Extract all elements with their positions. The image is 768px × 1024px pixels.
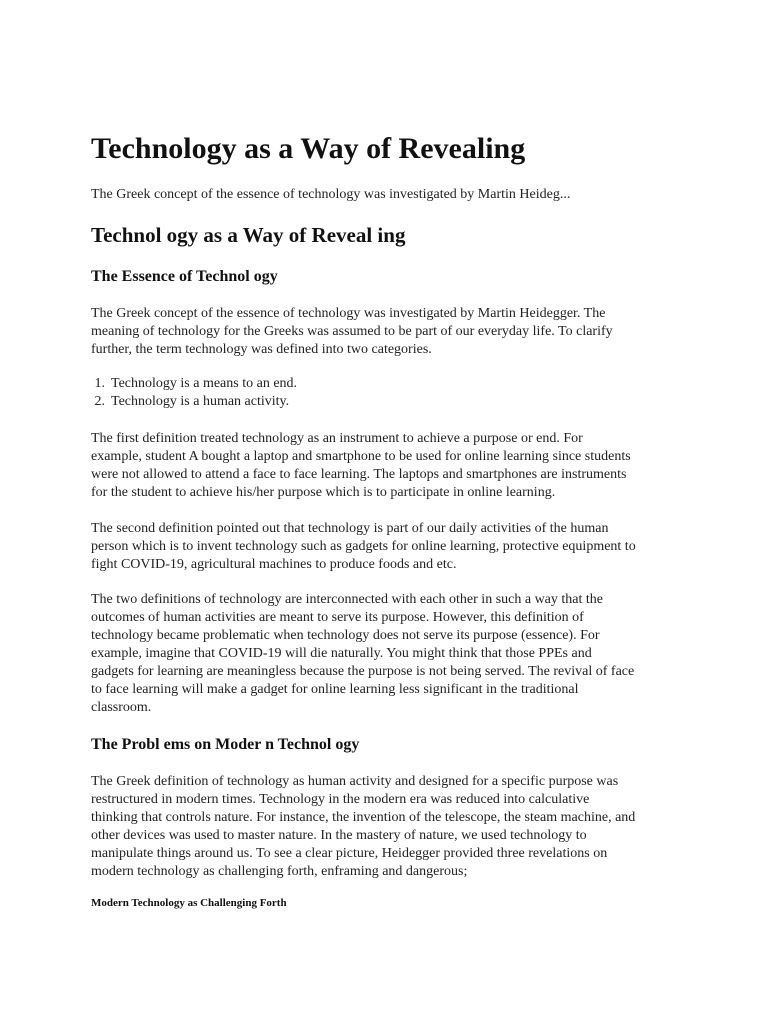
paragraph-line: for the student to achieve his/her purpose which is to participate in online learning. (91, 485, 556, 500)
list-item-number: 2. (94, 394, 105, 409)
document-title: Technology as a Way of Revealing (91, 132, 526, 165)
paragraph (91, 305, 683, 359)
paragraph-line: manipulate things around us. To see a clear picture, Heidegger provided three revelations on (91, 846, 608, 861)
paragraph-line: The Greek definition of technology as human activity and designed for a specific purpose was (91, 774, 619, 789)
paragraph-line: to face learning will make a gadget for online learning less significant in the traditional (91, 682, 579, 697)
paragraph-line: fight COVID-19, agricultural machines to produce foods and etc. (91, 557, 457, 572)
paragraph-line: technology became problematic when technology does not serve its purpose (essence). For (91, 628, 600, 643)
definition-list (91, 375, 297, 411)
paragraph-line: example, student A bought a laptop and smartphone to be used for online learning since students (91, 449, 631, 464)
paragraph (91, 591, 683, 717)
list-item-text: Technology is a human activity. (111, 394, 290, 409)
paragraph (91, 773, 683, 881)
list-item-text: Technology is a means to an end. (111, 376, 298, 391)
list-item (61, 393, 297, 411)
paragraph-line: The two definitions of technology are interconnected with each other in such a way that the (91, 592, 603, 607)
paragraph-line: classroom. (91, 700, 152, 715)
paragraph-line: The Greek concept of the essence of technology was investigated by Martin Heidegger. The (91, 306, 606, 321)
list-item (61, 375, 297, 393)
paragraph-line: meaning of technology for the Greeks was assumed to be part of our everyday life. To clarify (91, 324, 613, 339)
paragraph-line: outcomes of human activities are meant to serve its purpose. However, this definition of (91, 610, 584, 625)
paragraph-line: were not allowed to attend a face to face learning. The laptops and smartphones are instruments (91, 467, 627, 482)
paragraph-line: The second definition pointed out that technology is part of our daily activities of the human (91, 521, 609, 536)
paragraph-line: restructured in modern times. Technology in the modern era was reduced into calculative (91, 792, 590, 807)
minor-heading: Modern Technology as Challenging Forth (91, 897, 287, 909)
paragraph-line: modern technology as challenging forth, enframing and dangerous; (91, 864, 468, 879)
paragraph-line: The first definition treated technology as an instrument to achieve a purpose or end. For (91, 431, 583, 446)
document-excerpt: The Greek concept of the essence of technology was investigated by Martin Heideg... (91, 187, 571, 202)
subsection-heading-essence: The Essence of Technol ogy (91, 268, 278, 285)
subsection-heading-modern-problems: The Probl ems on Moder n Technol ogy (91, 736, 360, 753)
paragraph-line: example, imagine that COVID-19 will die naturally. You might think that those PPEs and (91, 646, 592, 661)
list-item-number: 1. (94, 376, 105, 391)
section-title: Technol ogy as a Way of Reveal ing (91, 223, 406, 247)
paragraph-line: gadgets for learning are meaningless because the purpose is not being served. The revival of face (91, 664, 635, 679)
paragraph-line: thinking that controls nature. For instance, the invention of the telescope, the steam machine, and (91, 810, 636, 825)
paragraph-line: other devices was used to master nature. In the mastery of nature, we used technology to (91, 828, 587, 843)
paragraph-line: person which is to invent technology such as gadgets for online learning, protective equipment to (91, 539, 636, 554)
paragraph (91, 430, 683, 502)
paragraph (91, 520, 683, 574)
paragraph-line: further, the term technology was defined into two categories. (91, 342, 432, 357)
